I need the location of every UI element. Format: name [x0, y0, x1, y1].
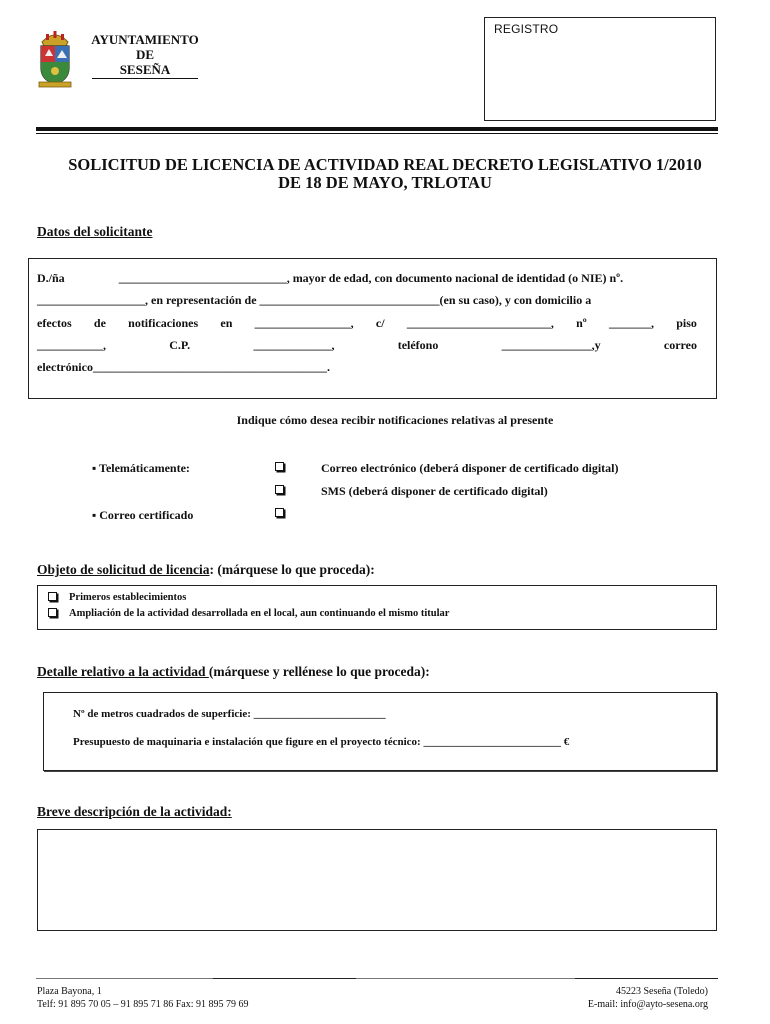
- org-line-1: AYUNTAMIENTO: [91, 32, 199, 47]
- objeto-heading-underlined: Objeto de solicitud de licencia: [37, 562, 210, 577]
- solicitante-line-5[interactable]: electrónico_______________________________________.: [37, 360, 330, 374]
- word: en: [220, 316, 233, 330]
- footer-contact: [588, 985, 708, 1011]
- coat-of-arms-icon: [36, 24, 74, 90]
- notificaciones-intro: Indique cómo desea recibir notificaciones relativas al presente: [236, 413, 554, 427]
- word: correo: [663, 338, 697, 352]
- breve-heading: Breve descripción de la actividad:: [37, 804, 232, 819]
- objeto-heading: [37, 562, 375, 578]
- word: nº: [576, 316, 587, 330]
- objeto-option-1-label: Primeros establecimientos: [69, 592, 187, 603]
- telematica-label: ▪ Telemáticamente:: [92, 461, 190, 475]
- footer-city: 45223 Seseña (Toledo): [615, 986, 708, 997]
- footer-email: E-mail: info@ayto-sesena.org: [587, 999, 708, 1010]
- word: ___________,: [37, 338, 106, 352]
- presupuesto-field[interactable]: Presupuesto de maquinaria e instalación que figure en el proyecto técnico: _________________________ €: [73, 736, 570, 748]
- solicitante-line-3[interactable]: [37, 316, 697, 331]
- sms-checkbox[interactable]: [275, 485, 284, 494]
- detalle-heading-underlined: Detalle relativo a la actividad: [37, 664, 209, 679]
- header-divider-thin: [36, 133, 718, 134]
- org-line-2: DE: [135, 47, 155, 62]
- email-checkbox[interactable]: [275, 462, 284, 471]
- word: C.P.: [169, 338, 191, 352]
- objeto-heading-rest: : (márquese lo que proceda):: [209, 562, 375, 577]
- word: ________________,: [254, 316, 354, 330]
- registro-box: [484, 17, 716, 121]
- word: c/: [375, 316, 385, 330]
- word: efectos: [37, 316, 72, 330]
- objeto-option-1[interactable]: [48, 592, 186, 603]
- word: piso: [676, 316, 697, 330]
- title-line-1: SOLICITUD DE LICENCIA DE ACTIVIDAD REAL DECRETO LEGISLATIVO 1/2010: [68, 155, 702, 174]
- sms-option-label: SMS (deberá disponer de certificado digital): [321, 484, 548, 498]
- certificado-checkbox[interactable]: [275, 508, 284, 517]
- word: _______,: [608, 316, 654, 330]
- document-title: [20, 156, 750, 192]
- title-line-2: DE 18 DE MAYO, TRLOTAU: [278, 173, 492, 192]
- word: _______________,y: [501, 338, 601, 352]
- footer-divider-accent: [213, 978, 356, 979]
- solicitante-line-4[interactable]: [37, 338, 697, 353]
- objeto-option-2[interactable]: [48, 608, 449, 619]
- word: ________________________,: [406, 316, 554, 330]
- metros-field[interactable]: Nº de metros cuadrados de superficie: ________________________: [73, 708, 386, 720]
- word: teléfono: [397, 338, 439, 352]
- footer-phone: Telf: 91 895 70 05 – 91 895 71 86 Fax: 91 895 79 69: [37, 999, 249, 1010]
- footer-street: Plaza Bayona, 1: [37, 986, 102, 997]
- solicitante-line-1: [37, 271, 697, 286]
- breve-description-textarea[interactable]: [37, 829, 717, 931]
- word: _____________,: [253, 338, 335, 352]
- certificado-label: ▪ Correo certificado: [92, 508, 194, 522]
- detalle-box: [43, 692, 717, 771]
- detalle-heading: [37, 664, 430, 680]
- org-line-3: SESEÑA: [92, 62, 199, 79]
- registro-label: REGISTRO: [494, 22, 559, 36]
- word: notificaciones: [128, 316, 199, 330]
- dona-label: D./ña: [37, 271, 65, 285]
- objeto-option-2-label: Ampliación de la actividad desarrollada en el local, aun continuando el mismo titular: [69, 608, 450, 619]
- email-option-label: Correo electrónico (deberá disponer de certificado digital): [321, 461, 619, 475]
- organization-name: [80, 32, 210, 79]
- solicitante-heading: Datos del solicitante: [37, 224, 153, 239]
- name-field-line[interactable]: ____________________________, mayor de edad, con documento nacional de identidad (o NIE) nº.: [118, 271, 624, 285]
- objeto-checkbox-1[interactable]: [48, 592, 57, 601]
- solicitante-line-2[interactable]: __________________, en representación de ______________________________(en su caso), y con domicilio a: [37, 293, 592, 307]
- footer-address: [37, 985, 249, 1011]
- header-divider-thick: [36, 127, 718, 131]
- detalle-heading-rest: (márquese y rellénese lo que proceda):: [208, 664, 430, 679]
- word: de: [93, 316, 106, 330]
- footer-divider-accent: [575, 978, 718, 979]
- objeto-checkbox-2[interactable]: [48, 608, 57, 617]
